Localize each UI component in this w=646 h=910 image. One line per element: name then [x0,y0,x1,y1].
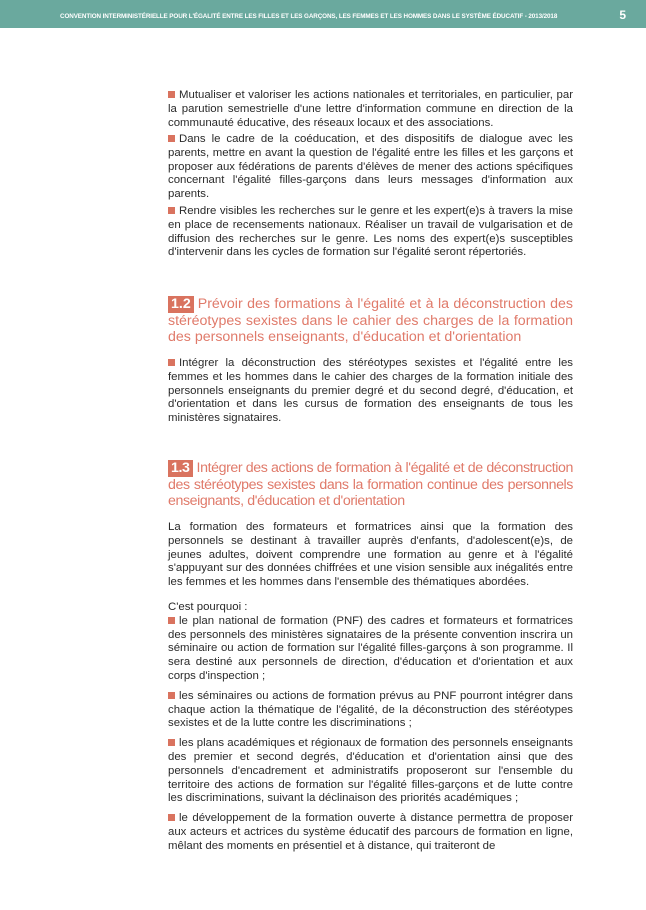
bullet-square-icon [168,91,175,98]
bullet-square-icon [168,207,175,214]
section-1-2-body [168,357,573,426]
header-title: CONVENTION INTERMINISTÉRIELLE POUR L'ÉGALITÉ ENTRE LES FILLES ET LES GARÇONS, LES FEMMES ET LES HOMMES DANS LE SYSTÈME ÉDUCATIF - 2013/2018 [60,13,558,20]
section-1-3-list [168,601,573,854]
bullet-paragraph: Rendre visibles les recherches sur le genre et les expert(e)s à travers la mise en place de recensements nationaux. Réaliser un travail de vulgarisation et de diffusion des recherches sur le genre. Les noms des expert(e)s susceptibles d'intervenir dans les cycles de formation sur l'égalité seront répertoriés. [168,205,573,259]
bullet-square-icon [168,692,175,699]
section-1-3-intro [168,521,573,590]
bullet-square-icon [168,135,175,142]
section-title: Intégrer des actions de formation à l'égalité et de déconstruction des stéréotypes sexistes dans la formation continue des personnels enseignants, d'éducation et d'orientation [168,460,573,509]
bullet-paragraph: le plan national de formation (PNF) des cadres et formateurs et formatrices des personnels des ministères signataires de la présente convention inscrira un séminaire ou action de formation sur l'égalité filles-garçons à son programme. Il sera destiné aux personnels de direction, d'éducation et d'orientation et aux corps d'inspection ; [168,614,573,682]
section-number: 1.3 [168,460,193,477]
bullet-square-icon [168,359,175,366]
bullet-paragraph: Intégrer la déconstruction des stéréotypes sexistes et l'égalité entre les femmes et les hommes dans le cahier des charges de la formation initiale des personnels enseignants du premier degré et du second degré, d'éducation, et d'orientation et dans les cursus de formation des enseignants de tous les ministères signataires. [168,357,573,425]
bullet-square-icon [168,739,175,746]
bullet-paragraph: les séminaires ou actions de formation prévus au PNF pourront intégrer dans chaque action la thématique de l'égalité, de la déconstruction des stéréotypes sexistes et de la lutte contre les discriminations ; [168,689,573,730]
bullet-paragraph: le développement de la formation ouverte à distance permettra de proposer aux acteurs et actrices du système éducatif des parcours de formation en ligne, mêlant des moments en présentiel et à distance, qui traiteront de [168,812,573,852]
intro-paragraph: La formation des formateurs et formatrices ainsi que la formation des personnels se destinant à travailler auprès d'enfants, d'adolescent(e)s, de jeunes adultes, doivent comprendre une formation au genre et à l'égalité s'appuyant sur des données chiffrées et une vision sensible aux inégalités entre les femmes et les hommes dans l'ensemble des thématiques abordées. [168,521,573,589]
page-header [0,0,646,28]
bullet-square-icon [168,814,175,821]
top-bullets [168,205,573,260]
lead-text: C'est pourquoi : [168,601,248,613]
section-number: 1.2 [168,296,194,313]
bullet-square-icon [168,617,175,624]
top-bullets [168,89,573,130]
page-number: 5 [619,8,626,22]
section-heading-1-2 [168,296,573,346]
section-heading-1-3 [168,460,573,510]
bullet-paragraph: Dans le cadre de la coéducation, et des dispositifs de dialogue avec les parents, mettre en avant la question de l'égalité entre les filles et les garçons et proposer aux fédérations de parents d'élèves de mener des actions spécifiques concernant l'égalité filles-garçons dans leurs messages d'information aux parents. [168,133,573,201]
top-bullets [168,133,573,202]
bullet-paragraph: les plans académiques et régionaux de formation des personnels enseignants des premier et second degrés, d'éducation et d'orientation ainsi que des personnels d'encadrement et administratifs proposeront sur l'ensemble du territoire des actions de formation sur l'égalité filles-garçons et de lutte contre les discriminations, suivant la déclinaison des priorités académiques ; [168,737,573,805]
bullet-paragraph: Mutualiser et valoriser les actions nationales et territoriales, en particulier, par la parution semestrielle d'une lettre d'information commune en direction de la communauté éducative, des réseaux locaux et des associations. [168,89,573,129]
section-title: Prévoir des formations à l'égalité et à la déconstruction des stéréotypes sexistes dans le cahier des charges de la formation des personnels enseignants, d'éducation et d'orientation [168,296,573,345]
